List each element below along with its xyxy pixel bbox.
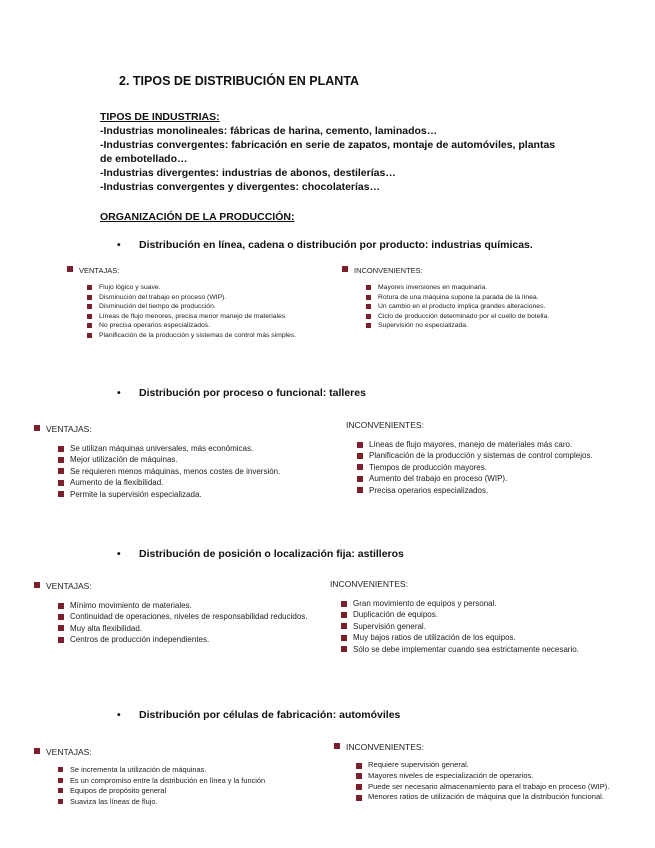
list-item: Precisa operarios especializados. [357,485,632,496]
industry-line: -Industrias monolineales: fábricas de harina, cemento, laminados… [100,125,438,137]
list-item: Ciclo de producción determinado por el cuello de botella. [366,312,636,322]
inconvenientes-label: INCONVENIENTES: [354,266,423,275]
inconvenientes-header: INCONVENIENTES: [346,420,424,430]
list-item: Puede ser necesario almacenamiento para el trabajo en proceso (WIP). [356,782,631,793]
list-item: Se utilizan máquinas universales, más económicas. [58,443,348,454]
square-bullet-icon [34,425,40,431]
list-item: Aumento de la flexibilidad. [58,477,348,488]
ventajas-header [34,581,92,591]
list-item: Tiempos de producción mayores. [357,462,632,473]
ventajas-list [58,765,338,807]
list-item: Menores ratios de utilización de máquina que la distribución funcional. [356,792,631,803]
list-item: Mayores niveles de especialización de operarios. [356,771,631,782]
ventajas-label: VENTAJAS: [46,747,92,757]
list-item: Planificación de la producción y sistemas de control complejos. [357,450,632,461]
square-bullet-icon [34,748,40,754]
list-item: Mínimo movimiento de materiales. [58,600,328,611]
list-item: Supervisión general. [341,621,611,632]
inconvenientes-header: INCONVENIENTES: [330,579,408,589]
industries-heading: TIPOS DE INDUSTRIAS: [100,111,220,123]
section-title-text: Distribución en línea, cadena o distribución por producto: industrias químicas. [139,239,533,251]
list-item: Permite la supervisión especializada. [58,489,348,500]
square-bullet-icon [342,266,348,272]
list-item: Aumento del trabajo en proceso (WIP). [357,473,632,484]
list-item: Suaviza las líneas de flujo. [58,797,338,808]
list-item: Se requieren menos máquinas, menos costes de inversión. [58,466,348,477]
list-item: Rotura de una máquina supone la parada de la línea. [366,293,636,303]
industry-line: -Industrias divergentes: industrias de abonos, destilerías… [100,167,396,179]
list-item: Requiere supervisión general. [356,760,631,771]
square-bullet-icon [334,743,340,749]
list-item: Sólo se debe implementar cuando sea estrictamente necesario. [341,644,611,655]
list-item: Planificación de la producción y sistemas de control más simples. [87,331,327,341]
inconvenientes-list [366,283,636,331]
inconvenientes-list [357,439,632,496]
list-item: Continuidad de operaciones, niveles de responsabilidad reducidos. [58,611,328,622]
ventajas-list [87,283,337,341]
ventajas-header [34,424,92,434]
organization-heading: ORGANIZACIÓN DE LA PRODUCCIÓN: [100,211,295,223]
inconvenientes-list [356,760,631,803]
ventajas-label: VENTAJAS: [46,424,92,434]
list-item: Gran movimiento de equipos y personal. [341,598,611,609]
section-title: • Distribución de posición o localización fija: astilleros [117,548,404,560]
industry-line: de embotellado… [100,153,188,165]
list-item: Flujo lógico y suave. [87,283,337,293]
industry-line: -Industrias convergentes y divergentes: chocolaterías… [100,181,381,193]
list-item: Supervisión no especializada. [366,321,636,331]
ventajas-header [34,747,92,757]
ventajas-list [58,600,328,646]
industries-list [100,124,560,194]
ventajas-label: VENTAJAS: [79,266,120,275]
list-item: Muy alta flexibilidad. [58,623,328,634]
ventajas-header [67,266,119,275]
list-item: Mayores inversiones en maquinaria. [366,283,636,293]
section-title-text: Distribución de posición o localización fija: astilleros [139,548,404,560]
list-item: Mejor utilización de máquinas. [58,454,348,465]
square-bullet-icon [34,582,40,588]
inconvenientes-label: INCONVENIENTES: [346,742,424,752]
list-item: Disminución del trabajo en proceso (WIP). [87,293,337,303]
industry-line: -Industrias convergentes: fabricación en serie de zapatos, montaje de automóviles, plantas [100,139,556,151]
list-item: Un cambio en el producto implica grandes alteraciones. [366,302,636,312]
section-title-text: Distribución por proceso o funcional: talleres [139,387,366,399]
list-item: Líneas de flujo menores, precisa menor manejo de materiales [87,312,337,322]
section-title: • Distribución por proceso o funcional: talleres [117,387,366,399]
list-item: Muy bajos ratios de utilización de los equipos. [341,632,611,643]
list-item: Se incrementa la utilización de máquinas. [58,765,338,776]
list-item: No precisa operarios especializados. [87,321,337,331]
section-title: • Distribución por células de fabricación: automóviles [117,709,401,721]
list-item: Disminución del tiempo de producción. [87,302,337,312]
inconvenientes-header [334,742,424,752]
square-bullet-icon [67,266,73,272]
inconvenientes-list [341,598,611,655]
page-title: 2. TIPOS DE DISTRIBUCIÓN EN PLANTA [119,74,360,88]
list-item: Centros de producción independientes. [58,634,328,645]
inconvenientes-header [342,266,423,275]
list-item: Equipos de propósito general [58,786,338,797]
list-item: Líneas de flujo mayores, manejo de materiales más caro. [357,439,632,450]
ventajas-list [58,443,348,500]
section-title-text: Distribución por células de fabricación: automóviles [139,709,401,721]
ventajas-label: VENTAJAS: [46,581,92,591]
list-item: Es un compromiso entre la distribución en línea y la función [58,776,338,787]
section-title: • Distribución en línea, cadena o distribución por producto: industrias químicas. [117,239,533,251]
list-item: Duplicación de equipos. [341,609,611,620]
